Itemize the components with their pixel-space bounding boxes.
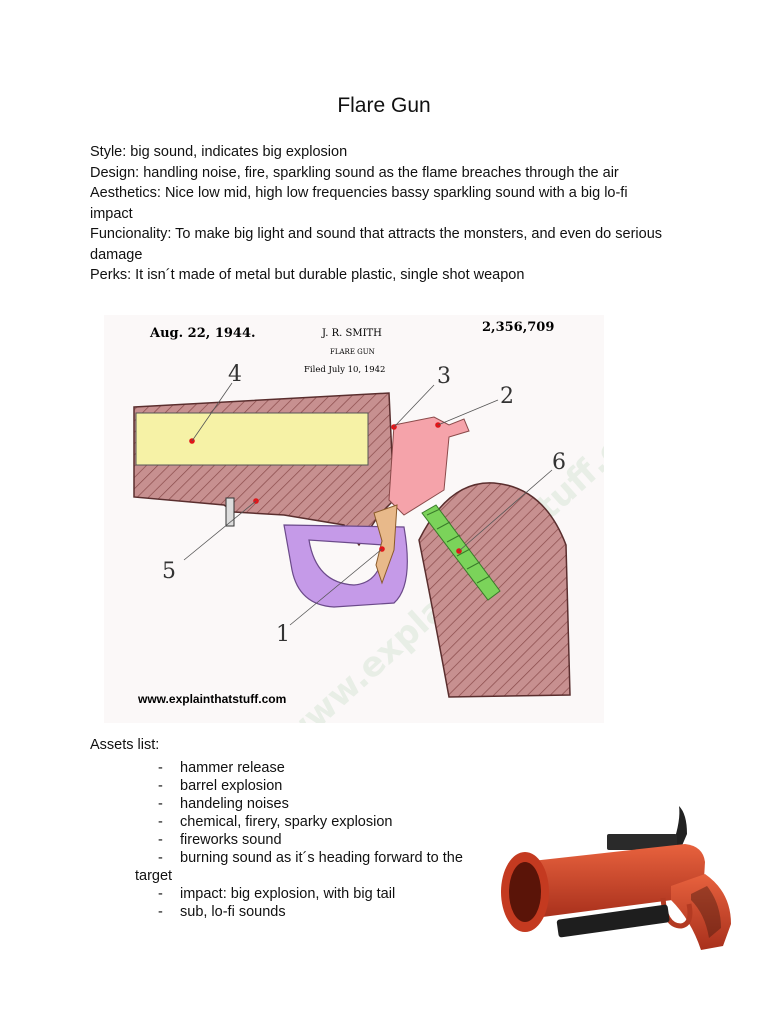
list-item (90, 777, 510, 795)
flare-cartridge (136, 413, 368, 465)
patent-number: 2,356,709 (482, 320, 555, 335)
callout-label-6: 6 (552, 450, 566, 475)
asset-item-label: sub, lo-fi sounds (180, 904, 286, 920)
list-item (90, 849, 510, 885)
spec-functionality: Funcionality: To make big light and sound that attracts the monsters, and even do serious damage (90, 226, 663, 263)
bullet-dash: - (158, 814, 163, 830)
patent-date: Aug. 22, 1944. (150, 326, 256, 341)
design-specs (90, 142, 670, 286)
asset-item-label: chemical, firery, sparky explosion (180, 814, 393, 830)
callout-label-1: 1 (276, 622, 290, 647)
document-title: Flare Gun (337, 94, 431, 117)
bullet-dash: - (158, 796, 163, 812)
bullet-dash: - (158, 760, 163, 776)
asset-item-label: impact: big explosion, with big tail (180, 886, 396, 902)
list-item (90, 759, 510, 777)
bullet-dash: - (158, 850, 163, 866)
spec-style: Style: big sound, indicates big explosion (90, 144, 348, 160)
patent-diagram (104, 315, 604, 723)
spec-aesthetics: Aesthetics: Nice low mid, high low frequencies bassy sparkling sound with a big lo-fi impact (90, 185, 628, 222)
patent-inventor: J. R. SMITH (322, 328, 382, 339)
flare-gun-photo (495, 800, 740, 960)
asset-item-label: fireworks sound (180, 832, 282, 848)
assets-list (90, 759, 510, 921)
bullet-dash: - (158, 904, 163, 920)
list-item (90, 795, 510, 813)
asset-item-continuation: target (135, 868, 173, 884)
bullet-dash: - (158, 778, 163, 794)
asset-item-label: burning sound as it´s heading forward to the (180, 850, 463, 866)
bullet-dash: - (158, 886, 163, 902)
callout-label-4: 4 (228, 362, 242, 387)
asset-item-label: barrel explosion (180, 778, 283, 794)
assets-heading: Assets list: (90, 737, 160, 753)
bullet-dash: - (158, 832, 163, 848)
asset-item-label: hammer release (180, 760, 285, 776)
callout-label-3: 3 (437, 364, 451, 389)
list-item (90, 813, 510, 831)
callout-label-5: 5 (162, 559, 176, 584)
list-item (90, 885, 510, 903)
patent-subject: FLARE GUN (330, 348, 375, 356)
spec-perks: Perks: It isn´t made of metal but durable plastic, single shot weapon (90, 267, 525, 283)
callout-label-2: 2 (500, 384, 514, 409)
photo-muzzle-bore (509, 862, 541, 922)
list-item (90, 903, 510, 921)
patent-source-url: www.explainthatstuff.com (138, 692, 287, 706)
asset-item-label: handeling noises (180, 796, 289, 812)
list-item (90, 831, 510, 849)
patent-filed: Filed July 10, 1942 (304, 365, 386, 375)
spec-design: Design: handling noise, fire, sparkling sound as the flame breaches through the air (90, 164, 619, 181)
